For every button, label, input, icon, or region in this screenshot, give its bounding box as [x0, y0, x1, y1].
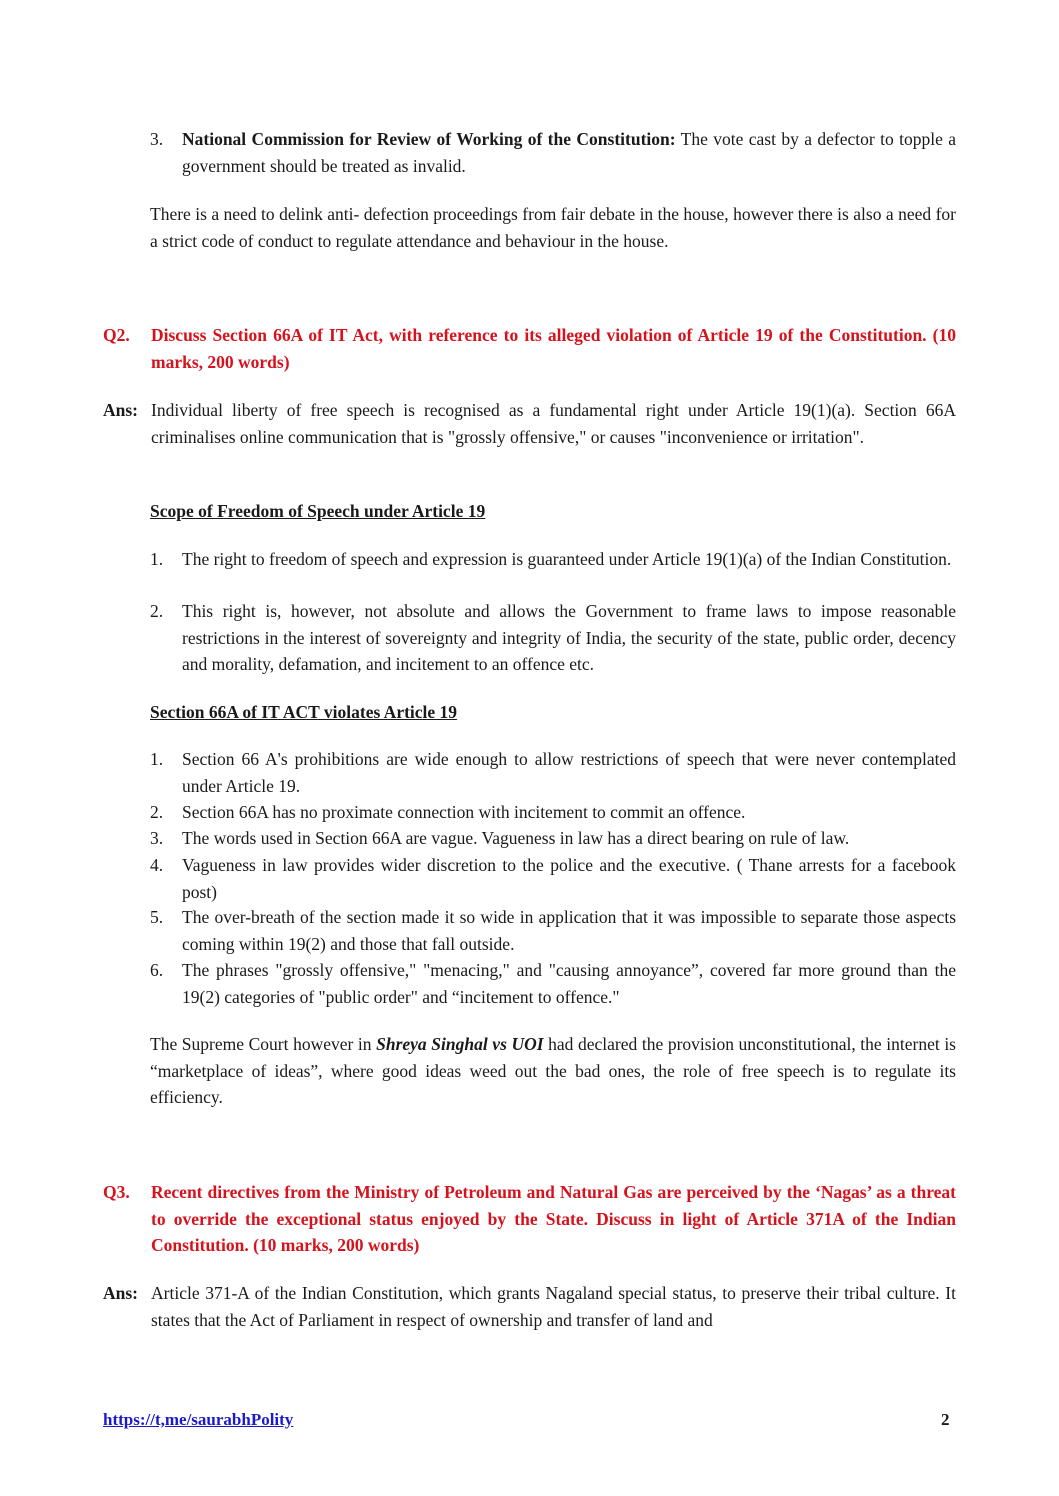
list-number: 4. [150, 855, 164, 875]
telegram-link[interactable]: https://t,me/saurabhPolity [103, 1410, 294, 1429]
list-text: The phrases "grossly offensive," "menacing," and "causing annoyance”, covered far more ground than the 19(2) categories of "public order" and “incitement to offence." [182, 960, 956, 1007]
conclusion-text-pre: The Supreme Court however in [150, 1034, 377, 1054]
conclusion-text-post: had declared the provision unconstitutional, the internet is “marketplace of ideas”, where good ideas weed out the bad ones, the role of free speech is to regulate its efficiency. [150, 1034, 956, 1107]
list-item [150, 904, 956, 957]
question-3 [103, 1179, 956, 1259]
list-text: Section 66 A's prohibitions are wide enough to allow restrictions of speech that were never contemplated under Article 19. [182, 749, 956, 796]
list-number: 3. [150, 129, 164, 149]
conclusion-paragraph: There is a need to delink anti- defection proceedings from fair debate in the house, however there is also a need for a strict code of conduct to regulate attendance and behaviour in the house. [150, 204, 956, 251]
list-text: The right to freedom of speech and expression is guaranteed under Article 19(1)(a) of the Indian Constitution. [182, 549, 952, 569]
list-number: 5. [150, 907, 164, 927]
answer-label: Ans: [103, 1283, 139, 1303]
list-item [150, 126, 956, 179]
question-text: Discuss Section 66A of IT Act, with reference to its alleged violation of Article 19 of the Constitution. (10 marks, 200 words) [151, 325, 956, 372]
question-label: Q2. [103, 325, 130, 345]
answer-2 [103, 397, 956, 450]
section-heading-violation: Section 66A of IT ACT violates Article 19 [150, 702, 458, 722]
page-number: 2 [941, 1410, 950, 1429]
list-number: 6. [150, 960, 164, 980]
list-text: This right is, however, not absolute and allows the Government to frame laws to impose reasonable restrictions in the interest of sovereignty and integrity of India, the security of the state, public order, decency and morality, defamation, and incitement to an offence etc. [182, 601, 956, 674]
item-title: National Commission for Review of Working of the Constitution: [182, 129, 676, 149]
list-text: Section 66A has no proximate connection with incitement to commit an offence. [182, 802, 746, 822]
answer-3 [103, 1280, 956, 1333]
list-text: Vagueness in law provides wider discretion to the police and the executive. ( Thane arrests for a facebook post) [182, 855, 956, 902]
section-heading-scope: Scope of Freedom of Speech under Article 19 [150, 501, 486, 521]
answer-intro: Article 371-A of the Indian Constitution, which grants Nagaland special status, to preserve their tribal culture. It states that the Act of Parliament in respect of ownership and transfer of land and [151, 1283, 956, 1330]
list-text [182, 126, 956, 179]
list-item [150, 546, 956, 573]
list-text: The over-breath of the section made it so wide in application that it was impossible to separate those aspects coming within 19(2) and those that fall outside. [182, 907, 956, 954]
question-label: Q3. [103, 1182, 130, 1202]
list-item [150, 852, 956, 905]
list-item [150, 598, 956, 678]
list-item [150, 799, 956, 826]
answer-intro: Individual liberty of free speech is recognised as a fundamental right under Article 19(1)(a). Section 66A criminalises online communication that is "grossly offensive," or causes "inconvenience or irritation". [151, 400, 956, 447]
list-number: 1. [150, 749, 164, 769]
question-2 [103, 322, 956, 375]
list-number: 3. [150, 828, 164, 848]
list-item [150, 746, 956, 799]
q2-conclusion [150, 1031, 956, 1111]
list-item [150, 957, 956, 1010]
item-body: The vote cast by a defector to topple a government should be treated as invalid. [182, 129, 956, 176]
list-number: 1. [150, 549, 164, 569]
list-number: 2. [150, 601, 164, 621]
question-text: Recent directives from the Ministry of Petroleum and Natural Gas are perceived by the ‘Nagas’ as a threat to override the exceptional status enjoyed by the State. Discuss in light of Article 371A of the Indian Constitution. (10 marks, 200 words) [151, 1182, 956, 1255]
answer-label: Ans: [103, 400, 139, 420]
case-name: Shreya Singhal vs UOI [376, 1034, 544, 1054]
list-text: The words used in Section 66A are vague. Vagueness in law has a direct bearing on rule of law. [182, 828, 850, 848]
list-item [150, 825, 956, 852]
list-number: 2. [150, 802, 164, 822]
